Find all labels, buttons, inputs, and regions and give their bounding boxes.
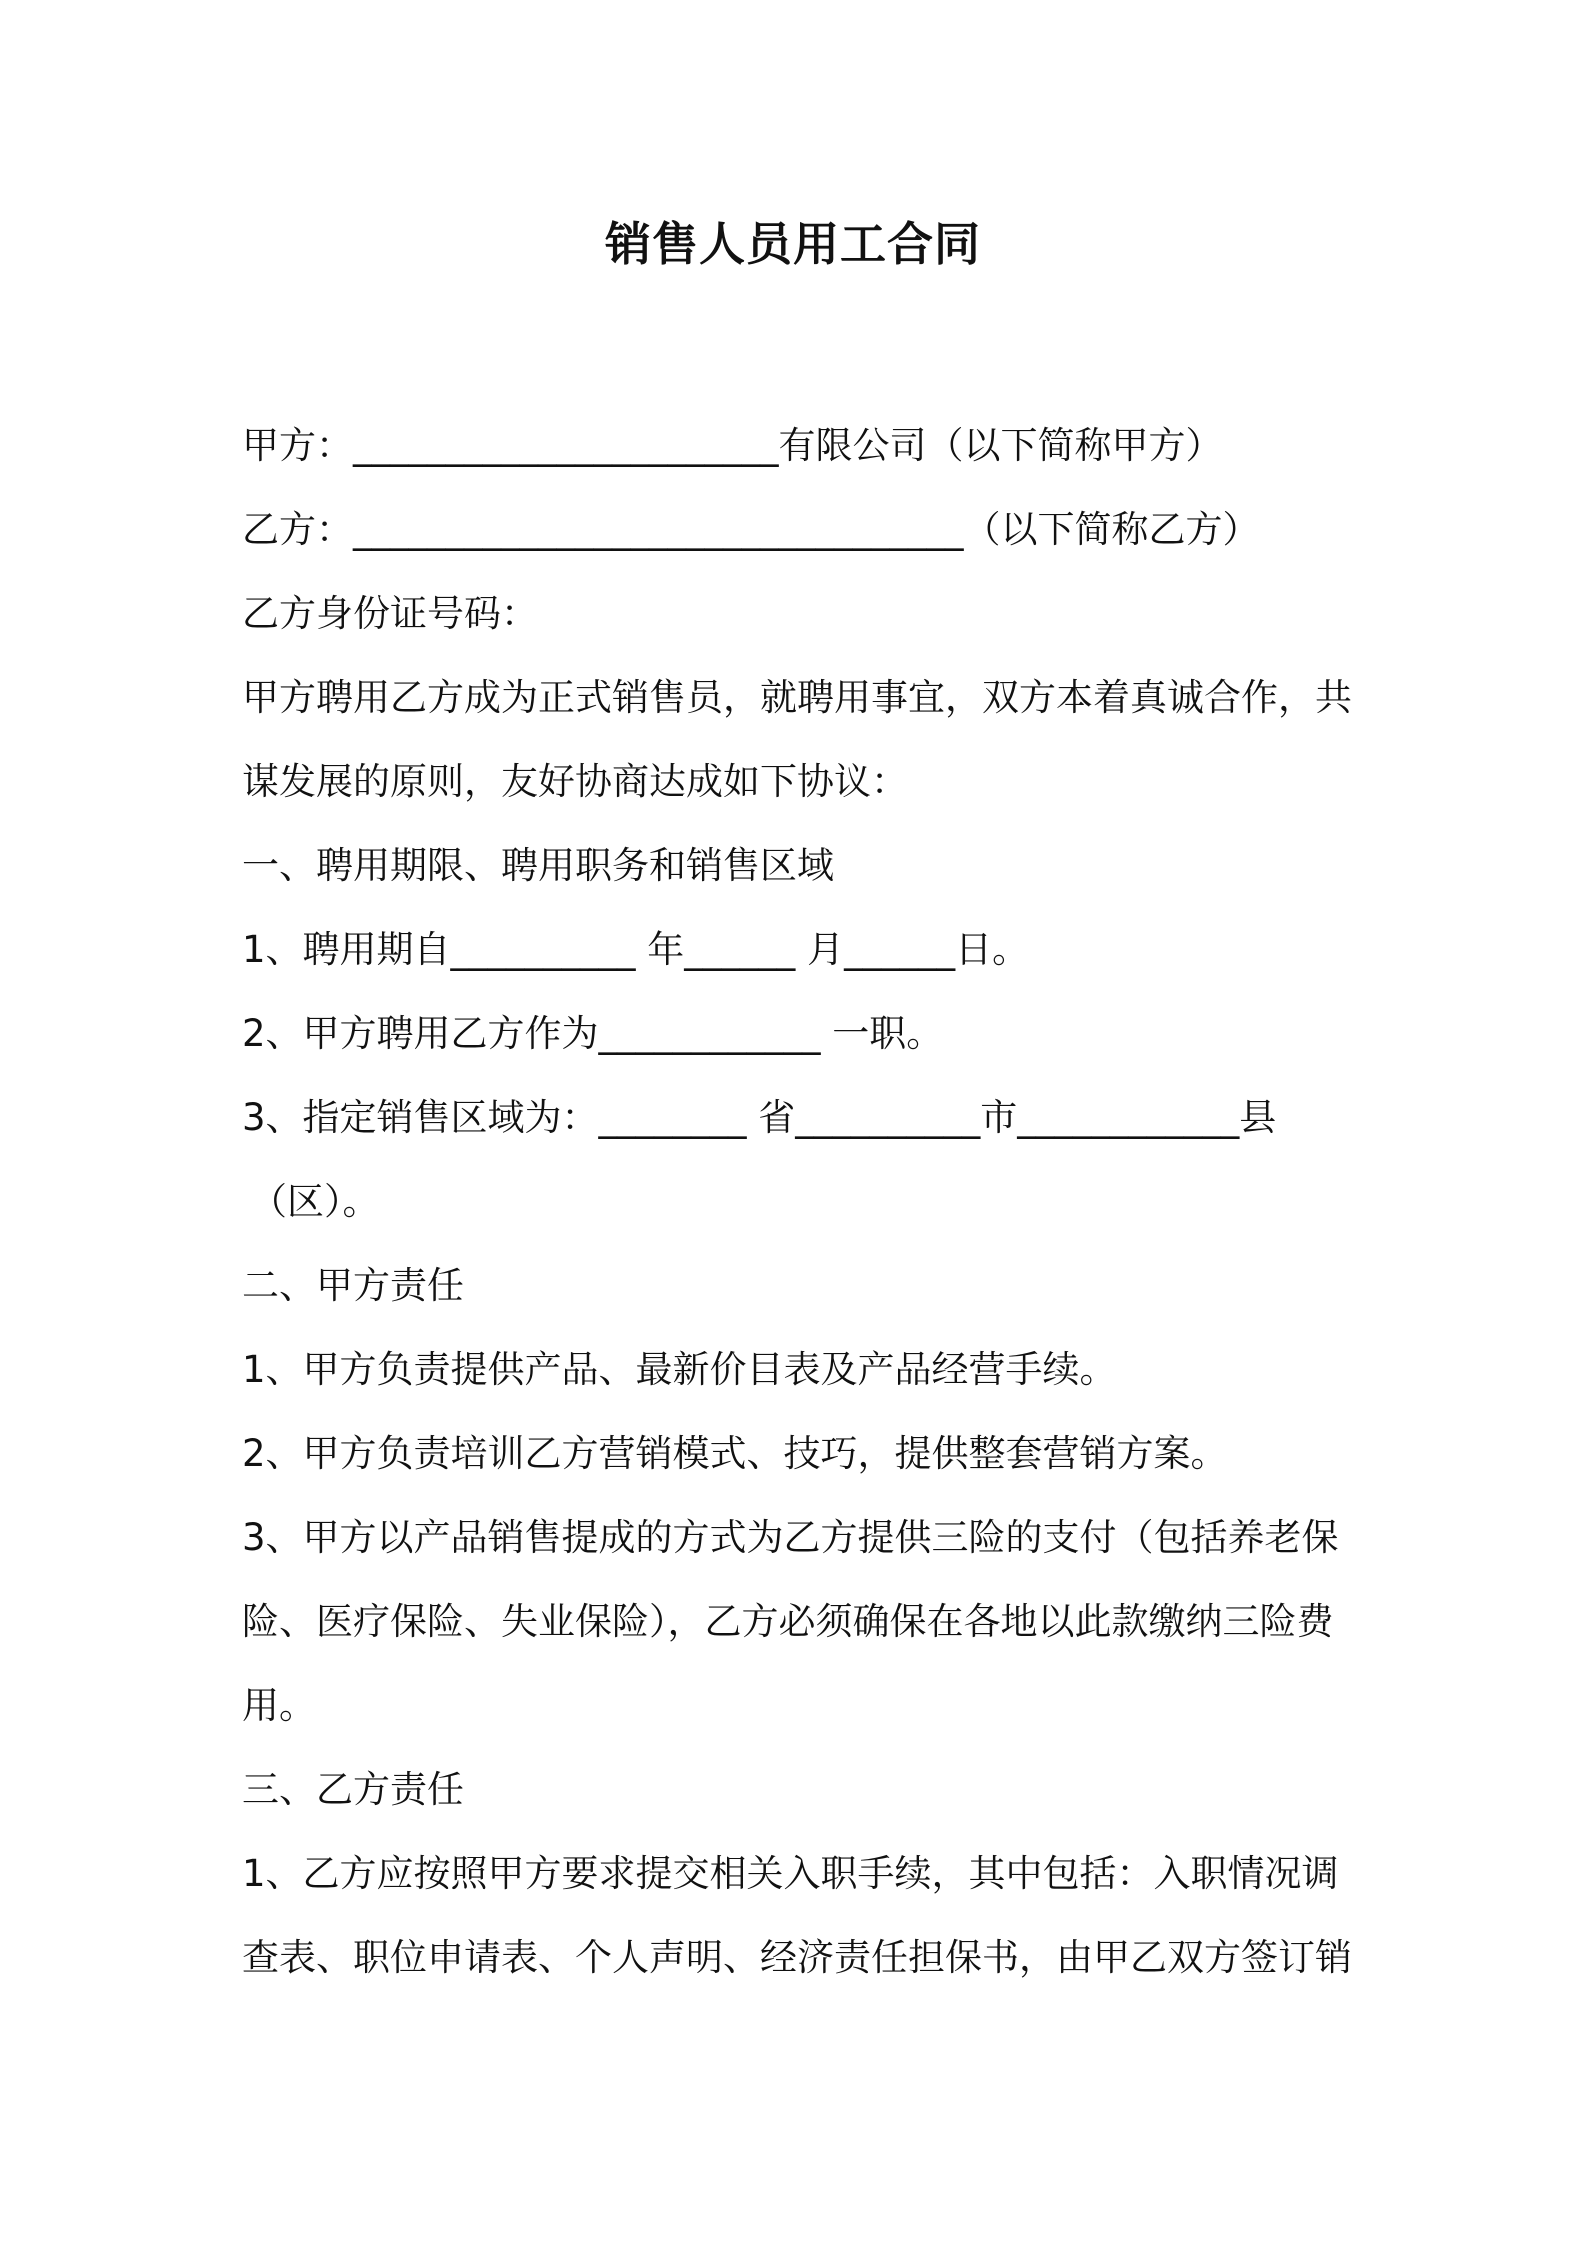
preamble-line-2: 谋发展的原则，友好协商达成如下协议： (242, 760, 908, 803)
clause-2-1: 1、甲方负责提供产品、最新价目表及产品经营手续。 (242, 1348, 1117, 1391)
clause-1-3-line-2: （区）。 (250, 1180, 380, 1223)
clause-3-1-line-1: 1、乙方应按照甲方要求提交相关入职手续，其中包括：入职情况调 (242, 1852, 1339, 1895)
preamble-line-1: 甲方聘用乙方成为正式销售员，就聘用事宜，双方本着真诚合作，共 (242, 676, 1352, 719)
party-b-line: 乙方：_________________________________（以下简称乙方） (242, 508, 1260, 551)
clause-2-3-line-1: 3、甲方以产品销售提成的方式为乙方提供三险的支付（包括养老保 (242, 1516, 1339, 1559)
contract-body (242, 404, 1352, 2000)
party-a-line: 甲方：_______________________有限公司（以下简称甲方） (242, 424, 1223, 467)
clause-2-2: 2、甲方负责培训乙方营销模式、技巧，提供整套营销方案。 (242, 1432, 1228, 1475)
clause-1-1: 1、聘用期自__________ 年______ 月______日。 (242, 928, 1030, 971)
section-3-heading: 三、乙方责任 (242, 1768, 464, 1811)
document-title: 销售人员用工合同 (605, 217, 981, 271)
party-b-id-line: 乙方身份证号码： (242, 592, 538, 635)
clause-2-3-line-2: 险、医疗保险、失业保险），乙方必须确保在各地以此款缴纳三险费 (242, 1600, 1334, 1643)
clause-1-3-line-1: 3、指定销售区域为：________ 省__________市____________县 (242, 1096, 1277, 1139)
section-2-heading: 二、甲方责任 (242, 1264, 464, 1307)
section-1-heading: 一、聘用期限、聘用职务和销售区域 (242, 844, 834, 887)
clause-3-1-line-2: 查表、职位申请表、个人声明、经济责任担保书，由甲乙双方签订销 (242, 1936, 1352, 1979)
clause-2-3-line-3: 用。 (242, 1684, 316, 1727)
clause-1-2: 2、甲方聘用乙方作为____________ 一职。 (242, 1012, 944, 1055)
